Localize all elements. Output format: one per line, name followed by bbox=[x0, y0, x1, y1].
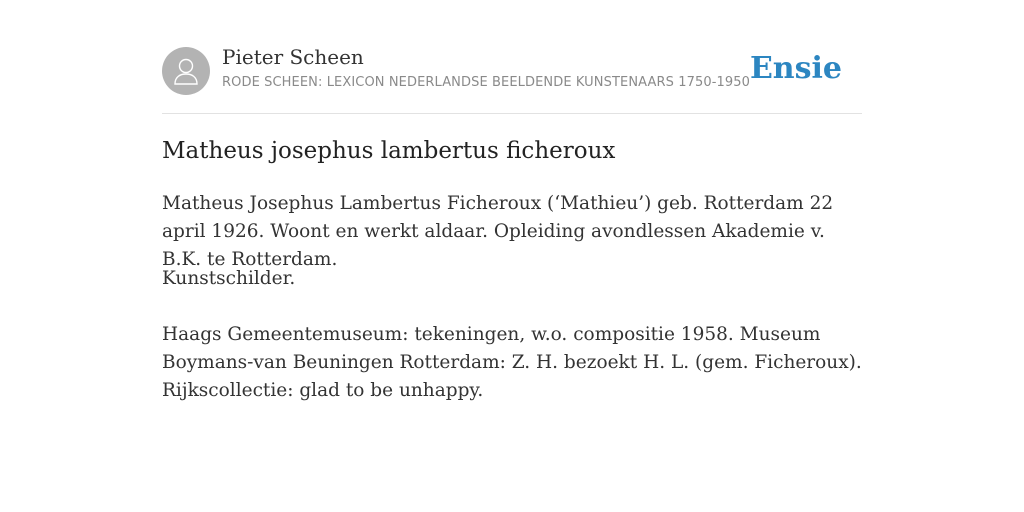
article-paragraph: Matheus Josephus Lambertus Ficheroux (‘Mathieu’) geb. Rotterdam 22 april 1926. Woont en werkt aldaar. Opleiding avondlessen Akademie v. B.K. te Rotterdam. bbox=[162, 193, 834, 270]
article-title: Matheus josephus lambertus ficheroux bbox=[162, 138, 616, 164]
source-title[interactable]: RODE SCHEEN: LEXICON NEDERLANDSE BEELDENDE KUNSTENAARS 1750-1950 bbox=[222, 75, 750, 90]
user-icon bbox=[172, 56, 200, 86]
article-card bbox=[162, 0, 862, 401]
brand-logo[interactable]: Ensie bbox=[749, 51, 842, 86]
article-paragraph: Kunstschilder. bbox=[162, 268, 296, 289]
article-header bbox=[162, 0, 862, 114]
article-paragraph: Haags Gemeentemuseum: tekeningen, w.o. compositie 1958. Museum Boymans-van Beuningen Rotterdam: Z. H. bezoekt H. L. (gem. Ficheroux). Rijkscollectie: glad to be unhappy. bbox=[162, 324, 862, 401]
author-avatar[interactable] bbox=[162, 47, 210, 95]
author-name[interactable]: Pieter Scheen bbox=[222, 45, 364, 69]
